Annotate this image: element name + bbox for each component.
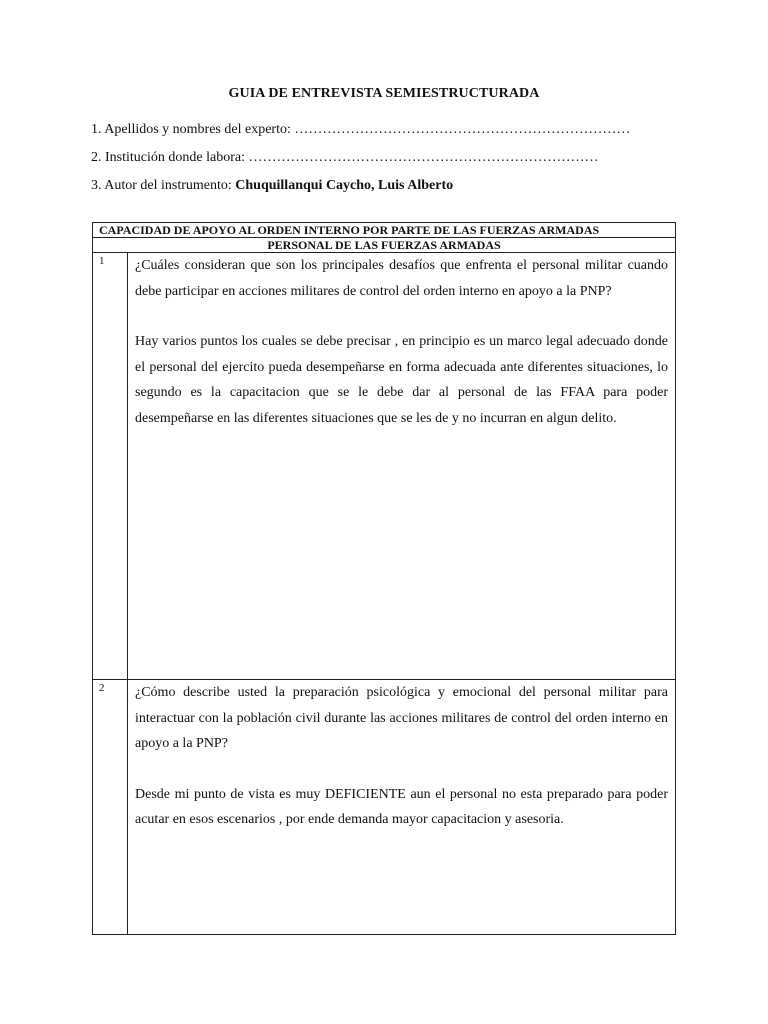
table-header-row-2 (93, 238, 676, 253)
question-text: ¿Cómo describe usted la preparación psicológica y emocional del personal militar para interactuar con la población civil durante las acciones militares de control del orden interno en apoyo a la PNP? (135, 685, 668, 751)
author-name: Chuquillanqui Caycho, Luis Alberto (235, 178, 454, 193)
institution-field: 2. Institución donde labora: ………………………………………………………………… (91, 150, 599, 165)
table-row (93, 680, 676, 935)
answer-text: Desde mi punto de vista es muy DEFICIENTE aun el personal no esta preparado para poder acutar en esos escenarios , por ende demanda mayor capacitacion y asesoria. (135, 786, 668, 827)
interview-table (92, 222, 676, 935)
table-row (93, 253, 676, 680)
author-label: 3. Autor del instrumento: (91, 178, 236, 193)
table-header-title: CAPACIDAD DE APOYO AL ORDEN INTERNO POR PARTE DE LAS FUERZAS ARMADAS (93, 223, 676, 238)
expert-name-field: 1. Apellidos y nombres del experto: ……………………………………………………………… (91, 122, 631, 137)
author-field (91, 178, 453, 194)
document-title: GUIA DE ENTREVISTA SEMIESTRUCTURADA (228, 86, 540, 101)
row-content (128, 680, 676, 935)
question-text: ¿Cuáles consideran que son los principales desafíos que enfrenta el personal militar cuando debe participar en acciones militares de control del orden interno en apoyo a la PNP? (135, 258, 668, 299)
row-content (128, 253, 676, 680)
table-header-row-1 (93, 223, 676, 238)
table-header-subtitle: PERSONAL DE LAS FUERZAS ARMADAS (93, 238, 676, 253)
row-number: 2 (93, 680, 128, 935)
row-number: 1 (93, 253, 128, 680)
answer-text: Hay varios puntos los cuales se debe precisar , en principio es un marco legal adecuado donde el personal del ejercito pueda desempeñarse en forma adecuada ante diferentes situaciones, lo segundo es la capacitacion que se le debe dar al personal de las FFAA para poder desempeñarse en las diferentes situaciones que se les de y no incurran en algun delito. (135, 334, 668, 426)
